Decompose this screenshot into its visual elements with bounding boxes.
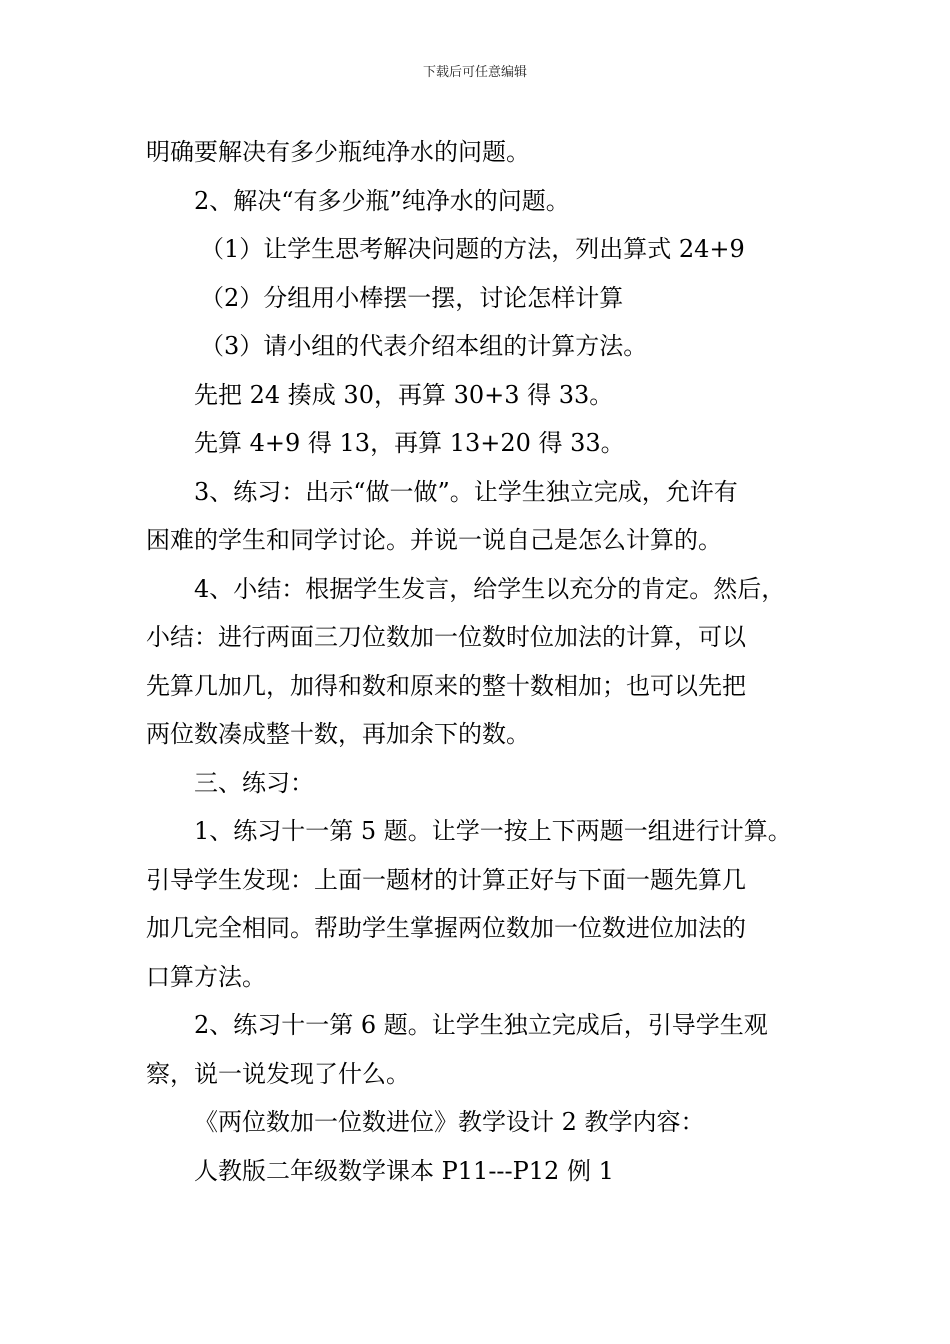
paragraph-line: 引导学生发现：上面一题材的计算正好与下面一题先算几 <box>146 865 746 894</box>
paragraph-line: （1）让学生思考解决问题的方法，列出算式 24+9 <box>200 235 745 263</box>
document-body <box>146 128 826 1195</box>
paragraph-line: 人教版二年级数学课本 P11---P12 例 1 <box>194 1156 614 1185</box>
paragraph-line: （3）请小组的代表介绍本组的计算方法。 <box>200 332 648 360</box>
paragraph-line: 2、解决“有多少瓶”纯净水的问题。 <box>194 186 570 215</box>
paragraph-line: 三、练习： <box>194 768 314 797</box>
paragraph-line: 困难的学生和同学讨论。并说一说自己是怎么计算的。 <box>146 526 722 554</box>
paragraph-line: （2）分组用小棒摆一摆，讨论怎样计算 <box>200 283 624 312</box>
paragraph-line: 先把 24 揍成 30，再算 30+3 得 33。 <box>194 380 614 409</box>
paragraph-line: 两位数凑成整十数，再加余下的数。 <box>146 720 530 748</box>
paragraph-line: 3、练习：出示“做一做”。让学生独立完成，允许有 <box>194 477 738 506</box>
paragraph-line: 察，说一说发现了什么。 <box>146 1059 410 1088</box>
paragraph-line: 明确要解决有多少瓶纯净水的问题。 <box>146 138 530 166</box>
paragraph-line: 加几完全相同。帮助学生掌握两位数加一位数进位加法的 <box>146 914 746 942</box>
paragraph-line: 1、练习十一第 5 题。让学一按上下两题一组进行计算。 <box>194 817 792 845</box>
paragraph-line: 口算方法。 <box>146 962 266 991</box>
paragraph-line: 4、小结：根据学生发言，给学生以充分的肯定。然后， <box>194 574 786 603</box>
page-header: 下载后可任意编辑 <box>422 65 527 80</box>
paragraph-line: 先算 4+9 得 13，再算 13+20 得 33。 <box>194 429 625 457</box>
paragraph-line: 小结：进行两面三刀位数加一位数时位加法的计算，可以 <box>146 623 746 651</box>
paragraph-line: 先算几加几，加得和数和原来的整十数相加；也可以先把 <box>146 671 746 700</box>
paragraph-line: 2、练习十一第 6 题。让学生独立完成后，引导学生观 <box>194 1011 768 1039</box>
paragraph-line: 《两位数加一位数进位》教学设计 2 教学内容： <box>194 1108 705 1136</box>
